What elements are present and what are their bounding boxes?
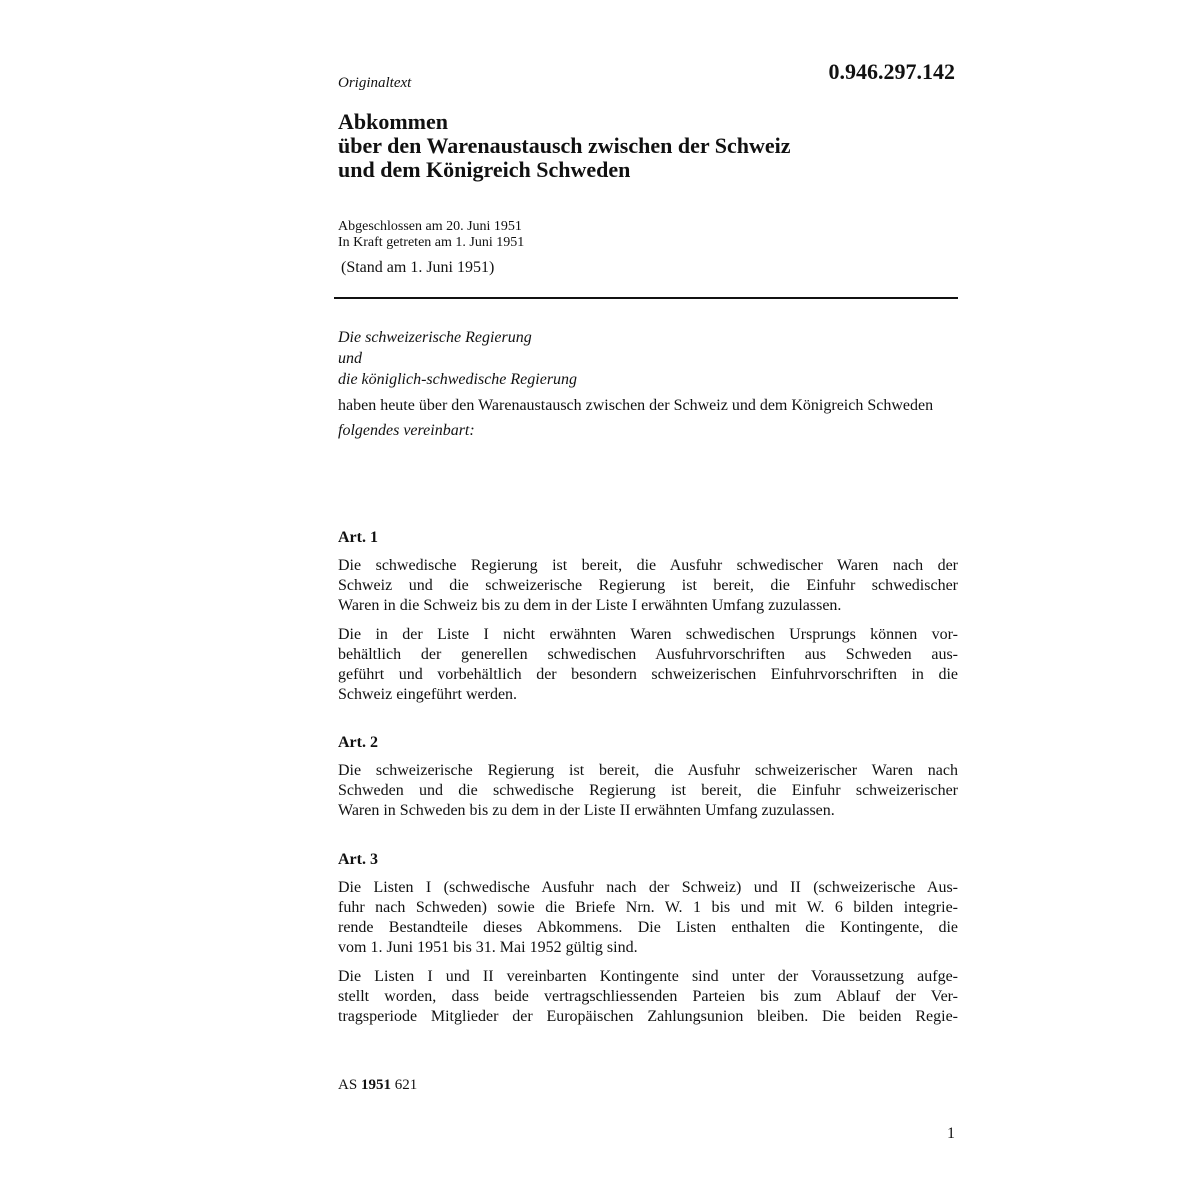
article-2-heading: Art. 2 — [338, 734, 378, 751]
original-text-label: Originaltext — [338, 75, 412, 91]
text-line: Die in der Liste I nicht erwähnten Waren schwedischen Ursprungs können vor- — [338, 626, 958, 643]
article-1-paragraph-1 — [338, 556, 958, 616]
status-date: (Stand am 1. Juni 1951) — [341, 259, 495, 276]
text-line: rende Bestandteile dieses Abkommens. Die Listen enthalten die Kontingente, die — [338, 919, 958, 936]
official-collection-reference — [338, 1075, 417, 1095]
preamble-body: haben heute über den Warenaustausch zwischen der Schweiz und dem Königreich Schweden — [338, 397, 934, 414]
text-line: vom 1. Juni 1951 bis 31. Mai 1952 gültig sind. — [338, 939, 638, 956]
collection-page: 621 — [394, 1077, 418, 1093]
article-3-paragraph-2 — [338, 967, 958, 1027]
preamble — [338, 327, 958, 441]
text-line: Schweden und die schwedische Regierung ist bereit, die Einfuhr schweizerischer — [338, 782, 958, 799]
title-line: Abkommen — [338, 109, 449, 134]
document-dates — [338, 219, 524, 251]
preamble-party-1: Die schweizerische Regierung — [338, 329, 532, 346]
text-line: Schweiz eingeführt werden. — [338, 686, 518, 703]
preamble-party-2: die königlich-schwedische Regierung — [338, 371, 578, 388]
text-line: Die Listen I (schwedische Ausfuhr nach der Schweiz) und II (schweizerische Aus- — [338, 879, 958, 896]
text-line: Waren in die Schweiz bis zu dem in der Liste I erwähnten Umfang zuzulassen. — [338, 597, 842, 614]
concluded-date: Abgeschlossen am 20. Juni 1951 — [338, 219, 522, 234]
text-line: fuhr nach Schweden) sowie die Briefe Nrn. W. 1 bis und mit W. 6 bilden integrie- — [338, 899, 958, 916]
text-line: stellt worden, dass beide vertragschliessenden Parteien bis zum Ablauf der Ver- — [338, 988, 958, 1005]
article-2-paragraph-1 — [338, 761, 958, 821]
text-line: tragsperiode Mitglieder der Europäischen Zahlungsunion bleiben. Die beiden Regie- — [338, 1008, 958, 1025]
article-3-paragraph-1 — [338, 878, 958, 958]
header-divider — [334, 297, 958, 299]
preamble-conjunction: und — [338, 350, 362, 367]
text-line: behältlich der generellen schwedischen Ausfuhrvorschriften aus Schweden aus- — [338, 646, 958, 663]
collection-prefix: AS — [338, 1077, 358, 1093]
article-1-heading: Art. 1 — [338, 529, 378, 546]
text-line: Die schwedische Regierung ist bereit, die Ausfuhr schwedischer Waren nach der — [338, 557, 958, 574]
article-3-heading: Art. 3 — [338, 851, 378, 868]
collection-year: 1951 — [360, 1077, 391, 1093]
in-force-date: In Kraft getreten am 1. Juni 1951 — [338, 235, 525, 250]
text-line: geführt und vorbehältlich der besondern schweizerischen Einfuhrvorschriften in die — [338, 666, 958, 683]
article-1-paragraph-2 — [338, 625, 958, 705]
text-line: Die schweizerische Regierung ist bereit, die Ausfuhr schweizerischer Waren nach — [338, 762, 958, 779]
text-line: Waren in Schweden bis zu dem in der Liste II erwähnten Umfang zuzulassen. — [338, 802, 835, 819]
sr-number: 0.946.297.142 — [828, 59, 955, 84]
preamble-closing: folgendes vereinbart: — [338, 422, 475, 439]
text-line: Schweiz und die schweizerische Regierung ist bereit, die Einfuhr schwedischer — [338, 577, 958, 594]
title-line: über den Warenaustausch zwischen der Schweiz — [338, 133, 791, 158]
page-number: 1 — [947, 1125, 955, 1142]
document-title — [338, 110, 958, 182]
title-line: und dem Königreich Schweden — [338, 157, 631, 182]
text-line: Die Listen I und II vereinbarten Kontingente sind unter der Voraussetzung aufge- — [338, 968, 958, 985]
